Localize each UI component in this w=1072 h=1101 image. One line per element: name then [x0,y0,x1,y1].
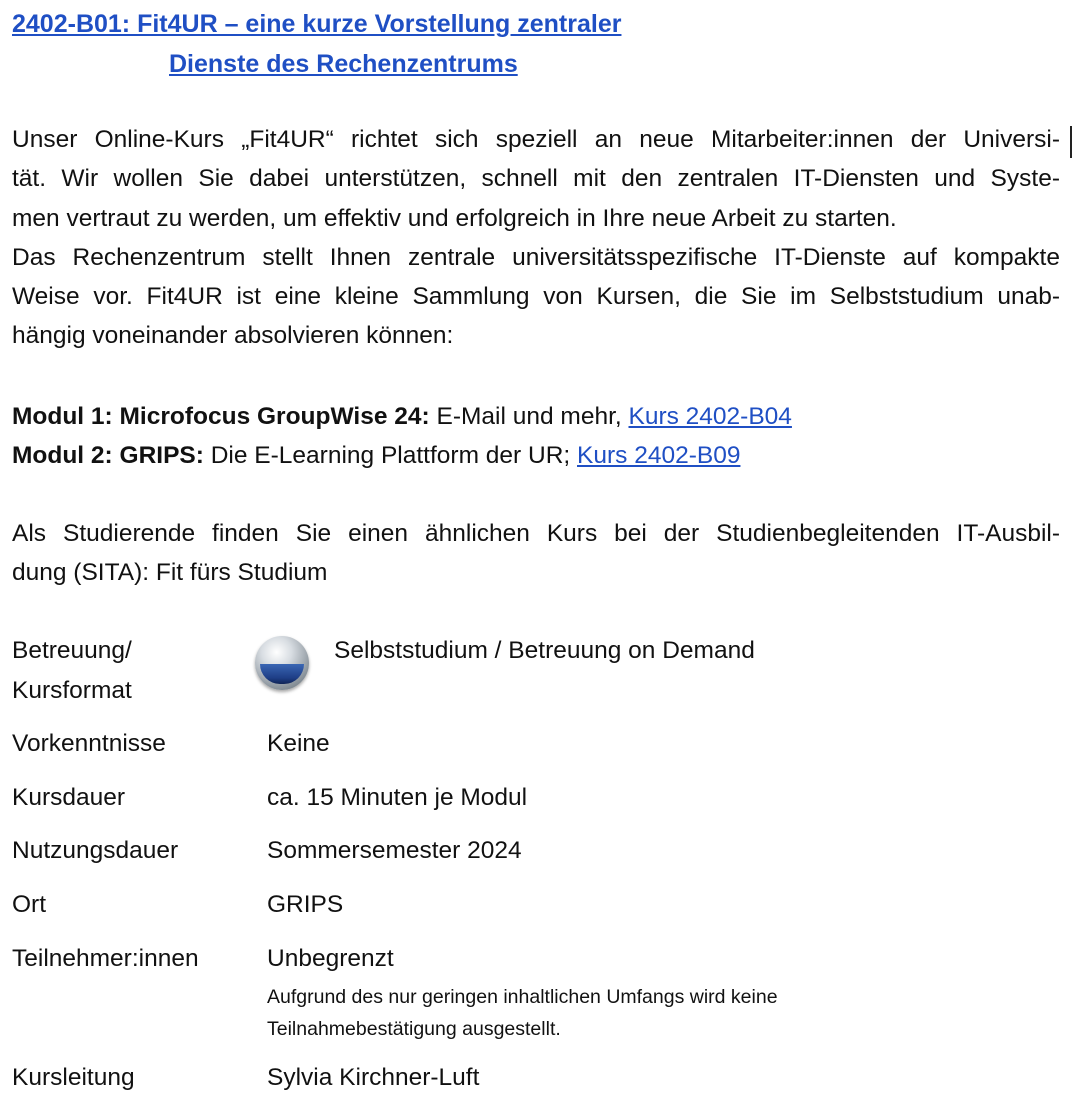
detail-value: ca. 15 Minuten je Modul [267,784,528,811]
course-format-icon [255,636,309,690]
module-text: Die E-Learning Plattform der UR; [203,442,578,470]
detail-label-line: Betreuung/ [12,637,132,664]
text-cursor [1070,126,1072,158]
detail-label: Ort [12,891,47,918]
detail-note-line: Aufgrund des nur geringen inhaltlichen Umfangs wird keine [267,985,778,1008]
module-text: E-Mail und mehr, [429,403,629,430]
intro-paragraph [12,120,1060,356]
intro-line: Weise vor. Fit4UR ist eine kleine Sammlung von Kursen, die Sie im Selbststudium unab- [12,283,1060,311]
module-item [12,436,1060,475]
course-title[interactable] [12,4,772,84]
detail-label-line: Kursformat [12,676,132,704]
intro-line: hängig voneinander absolvieren können: [12,322,454,350]
students-line: Als Studierende finden Sie einen ähnlichen Kurs bei der Studienbegleitenden IT-Ausbil- [12,520,1060,547]
module-item [12,397,1060,436]
intro-line: tät. Wir wollen Sie dabei unterstützen, schnell mit den zentralen IT-Diensten und Syste- [12,165,1060,193]
detail-label: Vorkenntnisse [12,730,166,757]
students-paragraph [12,514,1060,593]
detail-label: Nutzungsdauer [12,837,179,864]
detail-value: Sylvia Kirchner-Luft [267,1064,480,1091]
detail-value: Keine [267,730,330,757]
course-title-line-2[interactable]: Dienste des Rechenzentrums [169,50,518,78]
detail-note [267,981,1057,1045]
detail-value: Sommersemester 2024 [267,837,522,864]
detail-value: Selbststudium / Betreuung on Demand [334,637,755,664]
module-course-link[interactable]: Kurs 2402-B04 [628,403,792,430]
detail-label: Teilnehmer:innen [12,945,199,972]
intro-line: men vertraut zu werden, um effektiv und erfolgreich in Ihre neue Arbeit zu starten. [12,204,897,232]
detail-value [267,939,1057,1045]
module-label: Modul 1: Microfocus GroupWise 24: [12,403,430,430]
detail-label: Kursleitung [12,1064,135,1091]
module-label: Modul 2: GRIPS: [12,442,204,470]
detail-label [12,631,252,710]
students-line: dung (SITA): Fit fürs Studium [12,559,328,587]
detail-value: GRIPS [267,891,344,918]
course-title-line-1[interactable]: 2402-B01: Fit4UR – eine kurze Vorstellung zentraler [12,10,622,38]
detail-value-text: Unbegrenzt [267,945,394,972]
detail-note-line: Teilnahmebestätigung ausgestellt. [267,1017,561,1040]
intro-line: Unser Online-Kurs „Fit4UR“ richtet sich speziell an neue Mitarbeiter:innen der Universi- [12,126,1060,153]
module-course-link[interactable]: Kurs 2402-B09 [577,442,741,470]
intro-line: Das Rechenzentrum stellt Ihnen zentrale universitätsspezifische IT-Dienste auf kompakte [12,243,1060,271]
module-list [12,397,1060,476]
detail-label: Kursdauer [12,784,126,811]
